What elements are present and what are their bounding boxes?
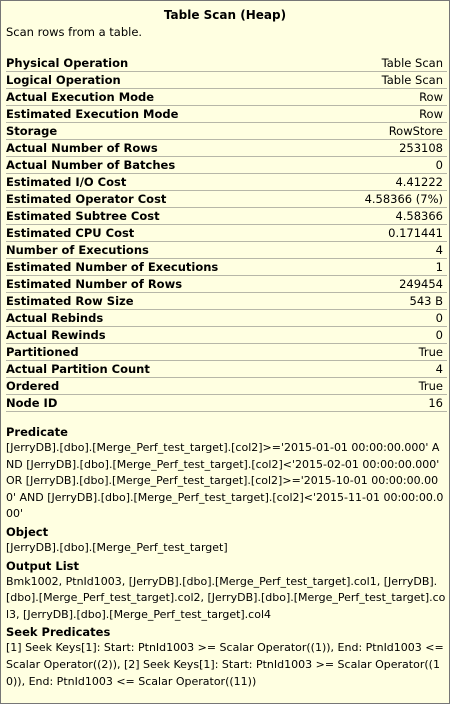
- property-row: [6, 123, 447, 140]
- property-row: [6, 361, 447, 378]
- property-row: [6, 72, 447, 89]
- property-row: [6, 276, 447, 293]
- property-label: Actual Execution Mode: [6, 90, 155, 104]
- property-value: 543 B: [409, 294, 443, 308]
- property-value: True: [418, 345, 443, 359]
- property-label: Estimated Number of Executions: [6, 260, 219, 274]
- property-label: Estimated I/O Cost: [6, 175, 127, 189]
- property-label: Logical Operation: [6, 73, 121, 87]
- property-row: [6, 106, 447, 123]
- seek-predicates-text: [1] Seek Keys[1]: Start: PtnId1003 >= Scalar Operator((1)), End: PtnId1003 <= Scalar Operator((2)), [2] Seek Keys[1]: Start: PtnId1003 >= Scalar Operator((10)), End: PtnId1003 <= Scalar Operator((11)): [6, 641, 444, 688]
- output-list-text: Bmk1002, PtnId1003, [JerryDB].[dbo].[Merge_Perf_test_target].col1, [JerryDB].[dbo].[Merge_Perf_test_target].col2, [JerryDB].[dbo].[Merge_Perf_test_target].col3, [JerryDB].[dbo].[Merge_Perf_test_target].col4: [6, 574, 446, 621]
- property-row: [6, 344, 447, 361]
- property-value: 4: [435, 362, 443, 376]
- predicate-section: [6, 424, 446, 523]
- property-row: [6, 208, 447, 225]
- property-label: Actual Number of Rows: [6, 141, 158, 155]
- property-label: Estimated CPU Cost: [6, 226, 135, 240]
- property-value: 249454: [399, 277, 443, 291]
- property-value: 1: [435, 260, 443, 274]
- seek-predicates-section: [6, 624, 446, 690]
- output-list-section: [6, 558, 446, 624]
- property-row: [6, 89, 447, 106]
- property-value: 0.171441: [388, 226, 443, 240]
- property-value: True: [418, 379, 443, 393]
- property-value: Row: [419, 107, 443, 121]
- operator-description: Scan rows from a table.: [6, 25, 143, 39]
- property-value: 16: [428, 396, 443, 410]
- property-value: 4: [435, 243, 443, 257]
- property-label: Actual Number of Batches: [6, 158, 176, 172]
- property-label: Estimated Execution Mode: [6, 107, 179, 121]
- property-value: 0: [435, 328, 443, 342]
- property-row: [6, 140, 447, 157]
- property-value: 0: [435, 158, 443, 172]
- property-row: [6, 242, 447, 259]
- property-label: Number of Executions: [6, 243, 149, 257]
- property-row: [6, 55, 447, 72]
- property-row: [6, 225, 447, 242]
- property-value: 4.58366: [395, 209, 443, 223]
- property-label: Actual Partition Count: [6, 362, 150, 376]
- seek-predicates-heading: Seek Predicates: [6, 625, 111, 640]
- property-label: Actual Rebinds: [6, 311, 104, 325]
- property-row: [6, 174, 447, 191]
- property-row: [6, 378, 447, 395]
- property-label: Node ID: [6, 396, 58, 410]
- predicate-heading: Predicate: [6, 425, 68, 439]
- property-label: Estimated Operator Cost: [6, 192, 167, 206]
- object-section: [6, 524, 446, 557]
- property-label: Physical Operation: [6, 56, 129, 70]
- properties-table: [6, 55, 447, 412]
- property-row: [6, 310, 447, 327]
- property-row: [6, 293, 447, 310]
- property-row: [6, 327, 447, 344]
- property-label: Partitioned: [6, 345, 79, 359]
- property-row: [6, 259, 447, 276]
- property-row: [6, 395, 447, 412]
- property-value: 253108: [399, 141, 443, 155]
- property-label: Estimated Number of Rows: [6, 277, 183, 291]
- property-row: [6, 157, 447, 174]
- predicate-text: [JerryDB].[dbo].[Merge_Perf_test_target].[col2]>='2015-01-01 00:00:00.000' AND [JerryDB].[dbo].[Merge_Perf_test_target].[col2]<'2015-02-01 00:00:00.000' OR [JerryDB].[dbo].[Merge_Perf_test_target].[col2]>='2015-10-01 00:00:00.000' AND [JerryDB].[dbo].[Merge_Perf_test_target].[col2]<'2015-11-01 00:00:00.000': [6, 441, 444, 521]
- property-value: Row: [419, 90, 443, 104]
- output-list-heading: Output List: [6, 558, 79, 573]
- property-label: Ordered: [6, 379, 60, 393]
- property-label: Storage: [6, 124, 58, 138]
- property-value: Table Scan: [381, 56, 443, 70]
- property-label: Estimated Row Size: [6, 294, 134, 308]
- object-text: [JerryDB].[dbo].[Merge_Perf_test_target]: [6, 540, 228, 554]
- property-row: [6, 191, 447, 208]
- property-value: 4.41222: [395, 175, 443, 189]
- property-value: 4.58366 (7%): [364, 192, 443, 206]
- property-label: Actual Rewinds: [6, 328, 106, 342]
- operator-title: Table Scan (Heap): [163, 8, 287, 22]
- property-value: RowStore: [388, 124, 443, 138]
- property-label: Estimated Subtree Cost: [6, 209, 160, 223]
- object-heading: Object: [6, 524, 49, 539]
- property-value: 0: [435, 311, 443, 325]
- property-value: Table Scan: [381, 73, 443, 87]
